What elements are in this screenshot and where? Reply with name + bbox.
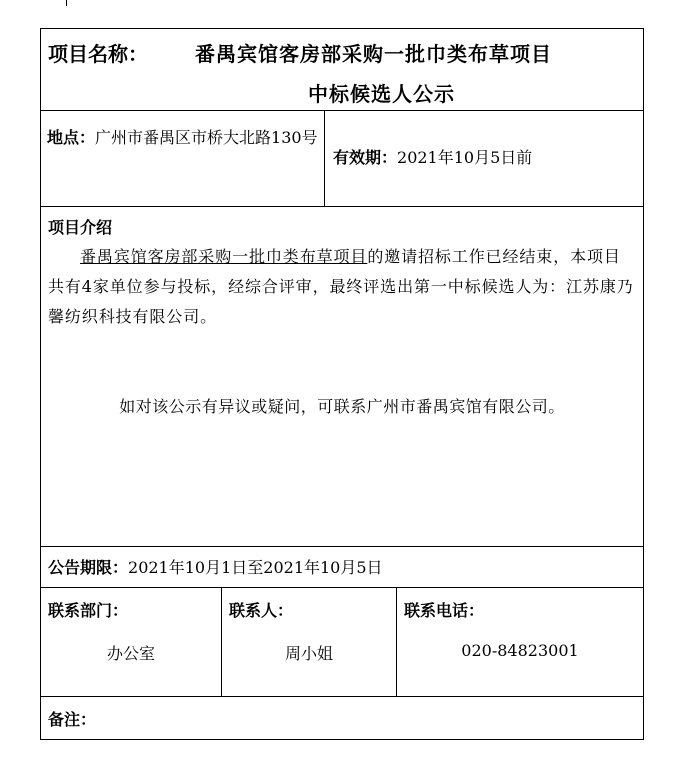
contact-dept-cell — [41, 588, 222, 697]
location-row — [41, 111, 644, 207]
period-value: 2021年10月1日至2021年10月5日 — [128, 558, 383, 577]
remarks-row — [41, 697, 644, 740]
validity-label: 有效期： — [333, 148, 398, 167]
contact-dept-label: 联系部门： — [48, 601, 129, 620]
period-row — [41, 547, 644, 588]
contact-person-label: 联系人： — [229, 601, 294, 620]
intro-project-name: 番禺宾馆客房部采购一批巾类布草项目 — [80, 247, 368, 266]
contact-person-value: 周小姐 — [284, 644, 333, 663]
intro-body — [48, 242, 636, 332]
project-title-line1: 番禺宾馆客房部采购一批巾类布草项目 — [195, 42, 552, 66]
contact-person-cell — [222, 588, 397, 697]
contact-phone-value: 020-84823001 — [461, 641, 579, 660]
intro-heading: 项目介绍 — [48, 218, 113, 237]
title-row — [41, 29, 644, 111]
announcement-table — [40, 28, 644, 740]
contact-phone-cell — [397, 588, 644, 697]
project-name-label: 项目名称： — [48, 42, 148, 66]
validity-cell — [325, 111, 644, 207]
intro-cell — [41, 207, 644, 547]
intro-row — [41, 207, 644, 547]
period-cell — [41, 547, 644, 588]
page-edge-mark — [66, 0, 67, 6]
intro-body-text: 的邀请招标工作已经结束，本项目共有4家单位参与投标，经综合评审，最终评选出第一中标候选人为：江苏康乃馨纺织科技有限公司。 — [48, 247, 634, 326]
period-label: 公告期限： — [48, 558, 129, 577]
contact-row — [41, 588, 644, 697]
location-cell — [41, 111, 325, 207]
remarks-cell — [41, 697, 644, 740]
contact-dept-value: 办公室 — [106, 644, 155, 663]
remarks-label: 备注： — [48, 710, 97, 729]
location-value: 广州市番禺区市桥大北路130号 — [95, 128, 318, 147]
validity-value: 2021年10月5日前 — [397, 148, 533, 167]
contact-phone-label: 联系电话： — [404, 601, 485, 620]
title-cell — [41, 29, 644, 111]
project-title-line2: 中标候选人公示 — [308, 82, 455, 106]
objection-contact-note: 如对该公示有异议或疑问，可联系广州市番禺宾馆有限公司。 — [119, 397, 565, 416]
location-label: 地点： — [47, 128, 96, 147]
